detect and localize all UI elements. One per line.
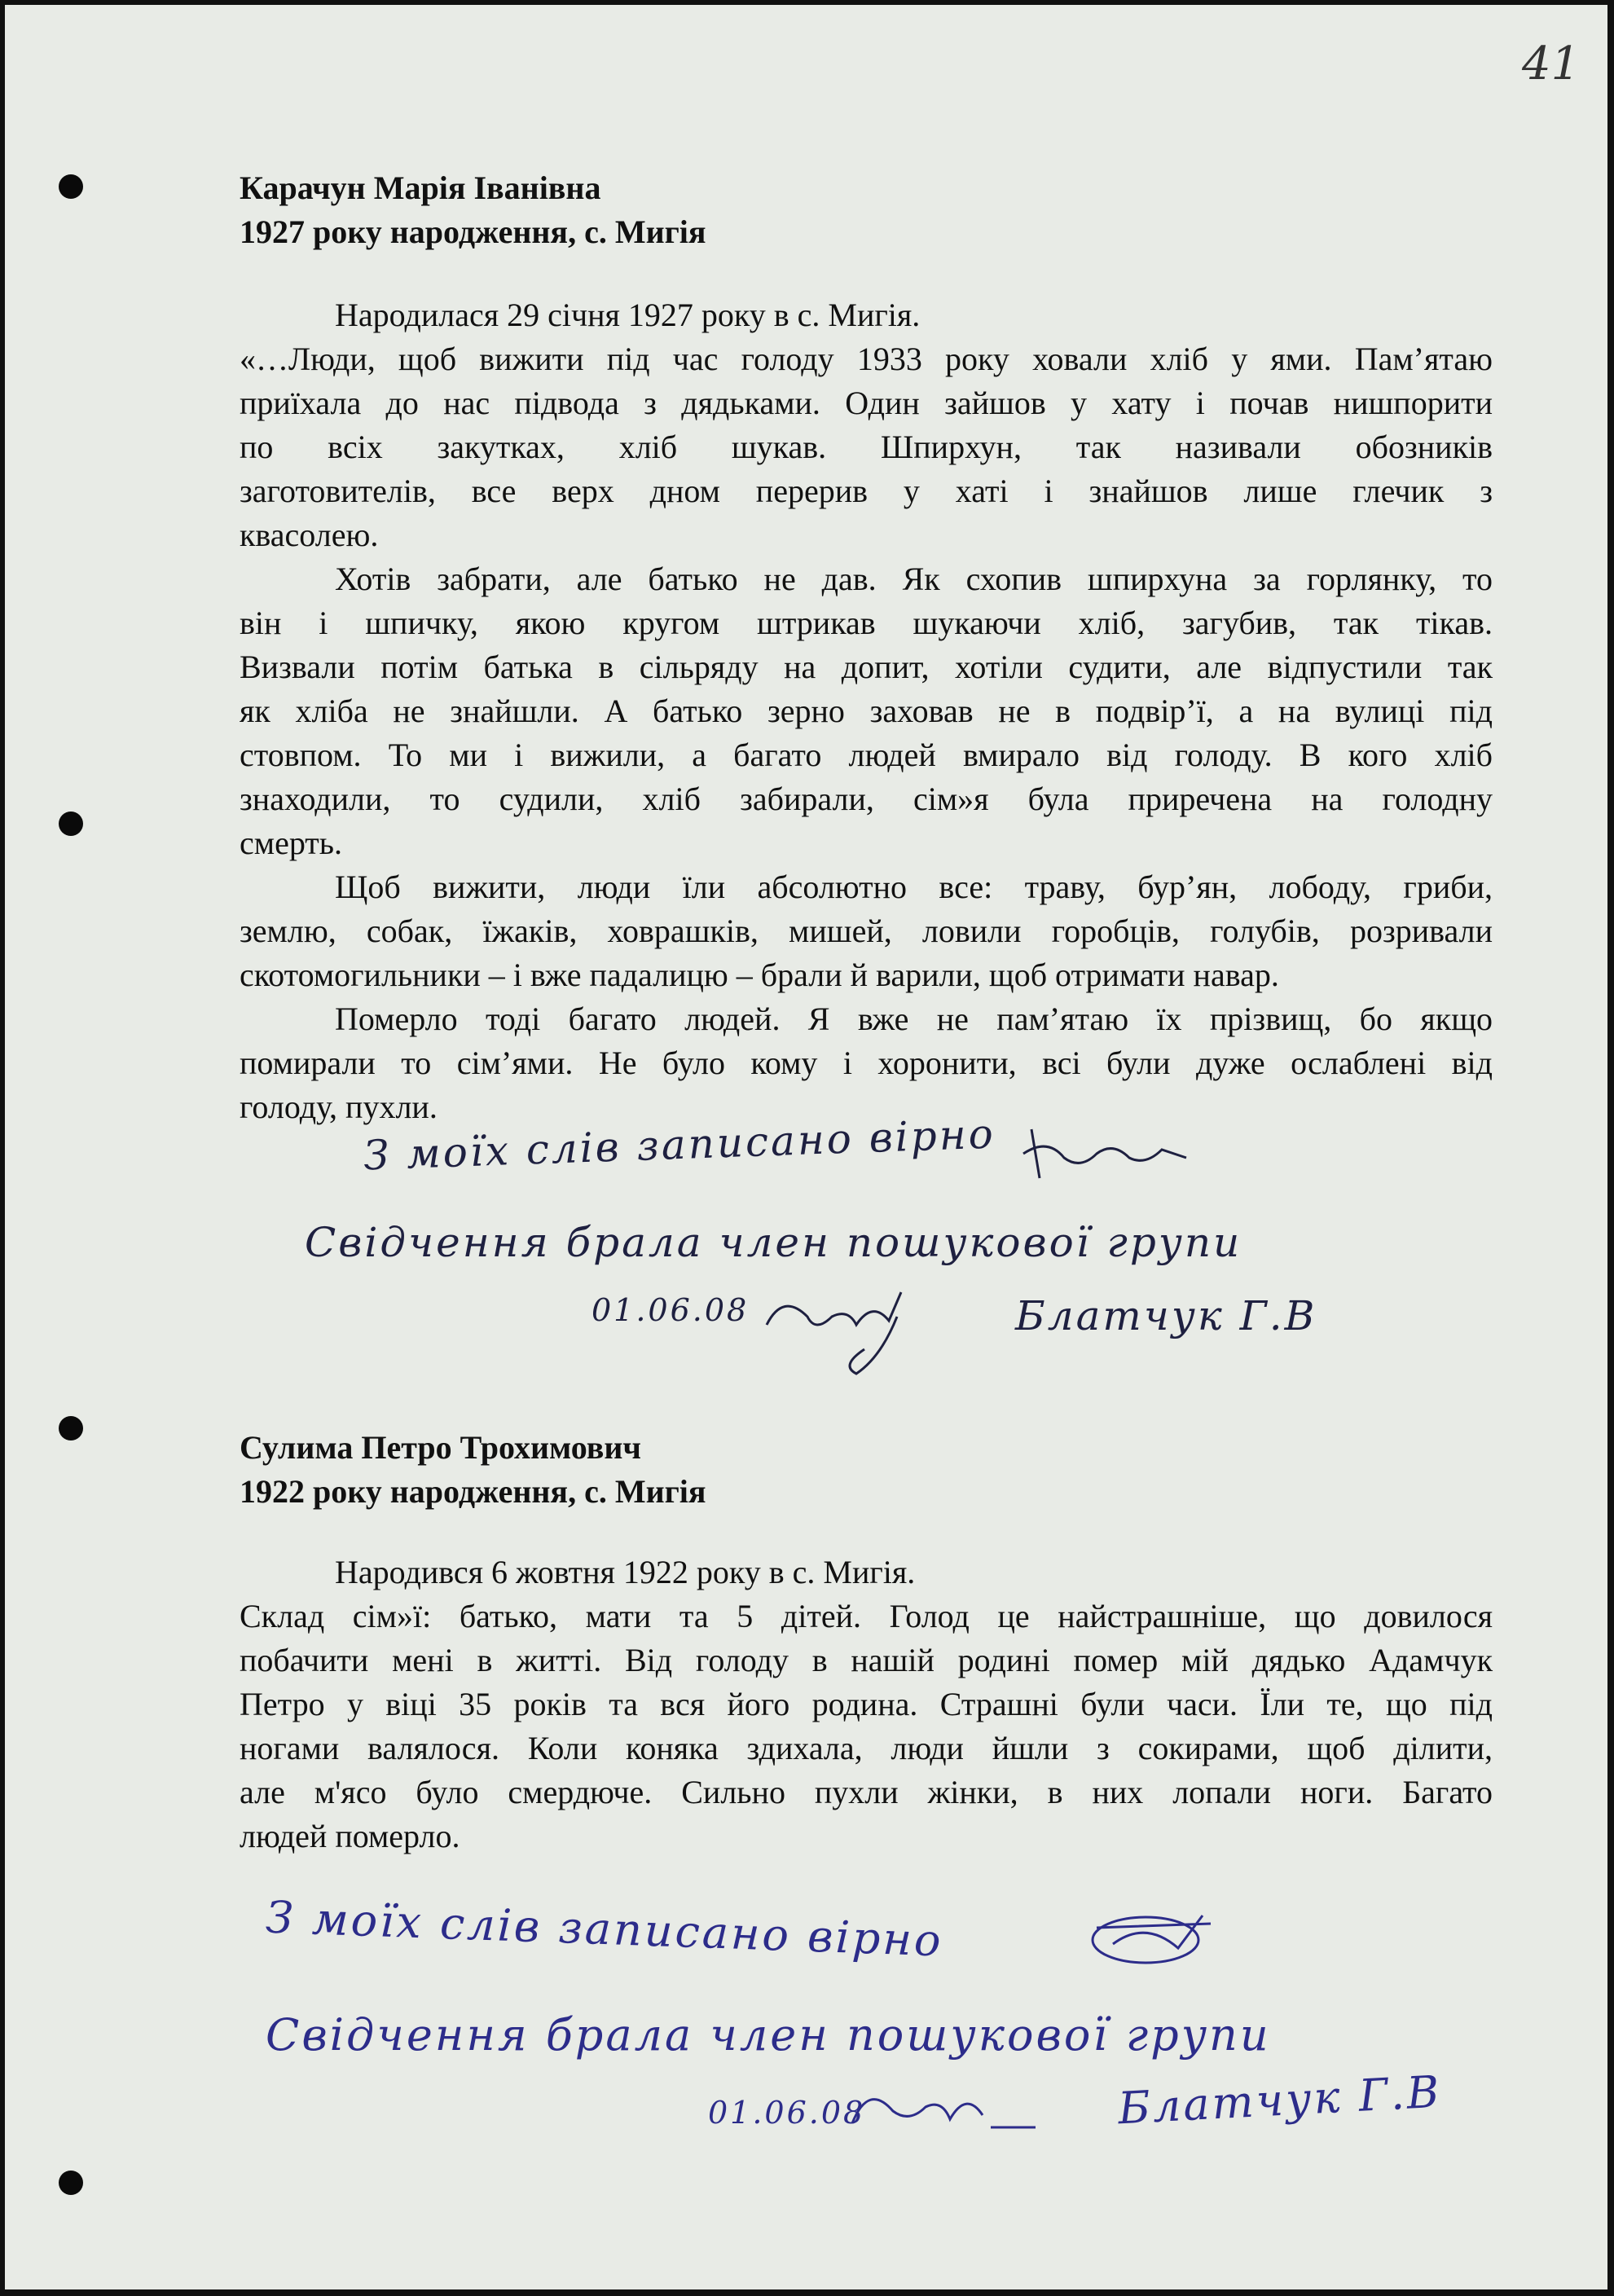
page-number: 41: [1522, 37, 1581, 90]
punch-hole: [59, 1416, 83, 1440]
text-line: по всіх закутках, хліб шукав. Шпирхун, так називали обозників: [240, 429, 1493, 465]
attestation-text: З моїх слів записано вірно: [265, 1891, 944, 1967]
punch-hole: [59, 812, 83, 836]
text-line: як хліба не знайшли. А батько зерно заховав не в подвір’ї, а на вулиці під: [240, 693, 1493, 729]
witness-text: Свідчення брала член пошукової групи: [266, 2009, 1271, 2061]
text-line: Померло тоді багато людей. Я вже не пам’ятаю їх прізвищ, бо якщо: [335, 1001, 1493, 1037]
text-line: Хотів забрати, але батько не дав. Як схопив шпирхуна за горлянку, то: [335, 561, 1493, 597]
text-line: знаходили, то судили, хліб забирали, сім»я була приречена на голодну: [240, 781, 1493, 817]
entry-name: Сулима Петро Трохимович: [240, 1429, 641, 1466]
paragraph: [240, 997, 1493, 1129]
text-line: Народилася 29 січня 1927 року в с. Мигія.: [335, 297, 921, 333]
recorder-name: Блатчук Г.В: [1116, 2065, 1443, 2135]
text-line: Петро у віці 35 років та вся його родина. Страшні були часи. Їли те, що під: [240, 1686, 1493, 1722]
date-text: 01.06.08: [592, 1292, 750, 1328]
entry-birth: 1922 року народження, с. Мигія: [240, 1473, 706, 1510]
text-line: «…Люди, щоб вижити під час голоду 1933 року ховали хліб у ями. Пам’ятаю: [240, 341, 1493, 377]
text-line: квасолею.: [240, 517, 379, 553]
text-line: Склад сім»ї: батько, мати та 5 дітей. Голод це найстрашніше, що довилося: [240, 1598, 1493, 1634]
text-line: землю, собак, їжаків, ховрашків, мишей, ловили горобців, голубів, розривали: [240, 913, 1493, 949]
text-line: побачити мені в житті. Від голоду в нашій родині помер мій дядько Адамчук: [240, 1642, 1493, 1678]
testimony-body: [240, 293, 1493, 1129]
date-text: 01.06.08: [708, 2095, 866, 2131]
text-line: голоду, пухли.: [240, 1089, 438, 1125]
text-line: Визвали потім батька в сільряду на допит, хотіли судити, але відпустили так: [240, 649, 1493, 685]
text-line: Народився 6 жовтня 1922 року в с. Мигія.: [335, 1554, 916, 1590]
entry-name: Карачун Марія Іванівна: [240, 169, 601, 206]
text-line: ногами валялося. Коли коняка здихала, люди йшли з сокирами, щоб ділити,: [240, 1730, 1493, 1766]
recorder-signature: [759, 1276, 938, 1382]
document-page: [5, 5, 1607, 2289]
text-line: приїхала до нас підвода з дядьками. Один зайшов у хату і почав нишпорити: [240, 385, 1493, 421]
entry-birth: 1927 року народження, с. Мигія: [240, 213, 706, 250]
text-line: людей померло.: [240, 1818, 460, 1854]
text-line: помирали то сім’ями. Не було кому і хоронити, всі були дуже ослаблені від: [240, 1045, 1493, 1081]
paragraph: [240, 1594, 1493, 1858]
text-line: скотомогильники – і вже падалицю – брали й варили, щоб отримати навар.: [240, 957, 1279, 993]
paragraph: [240, 1550, 1493, 1594]
paragraph: [240, 337, 1493, 557]
witness-signature: [1080, 1903, 1227, 1977]
paragraph: [240, 865, 1493, 997]
text-line: Щоб вижити, люди їли абсолютно все: траву, бур’ян, лободу, гриби,: [335, 869, 1493, 905]
recorder-signature: [844, 2074, 1040, 2148]
text-line: заготовителів, все верх дном перерив у хаті і знайшов лише глечик з: [240, 473, 1493, 509]
paragraph: [240, 293, 1493, 337]
paragraph: [240, 557, 1493, 865]
witness-text: Свідчення брала член пошукової групи: [305, 1219, 1242, 1266]
witness-signature: [1015, 1121, 1194, 1186]
text-line: смерть.: [240, 825, 343, 861]
punch-hole: [59, 174, 83, 199]
text-line: він і шпичку, якою кругом штрикав шукаючи хліб, загубив, так тікав.: [240, 605, 1493, 641]
testimony-body: [240, 1550, 1493, 1858]
recorder-name: Блатчук Г.В: [1015, 1292, 1317, 1339]
punch-hole: [59, 2171, 83, 2195]
attestation-text: З моїх слів записано вірно: [363, 1110, 996, 1180]
text-line: але м'ясо було смердюче. Сильно пухли жінки, в них лопали ноги. Багато: [240, 1774, 1493, 1810]
text-line: стовпом. То ми і вижили, а багато людей вмирало від голоду. В кого хліб: [240, 737, 1493, 773]
